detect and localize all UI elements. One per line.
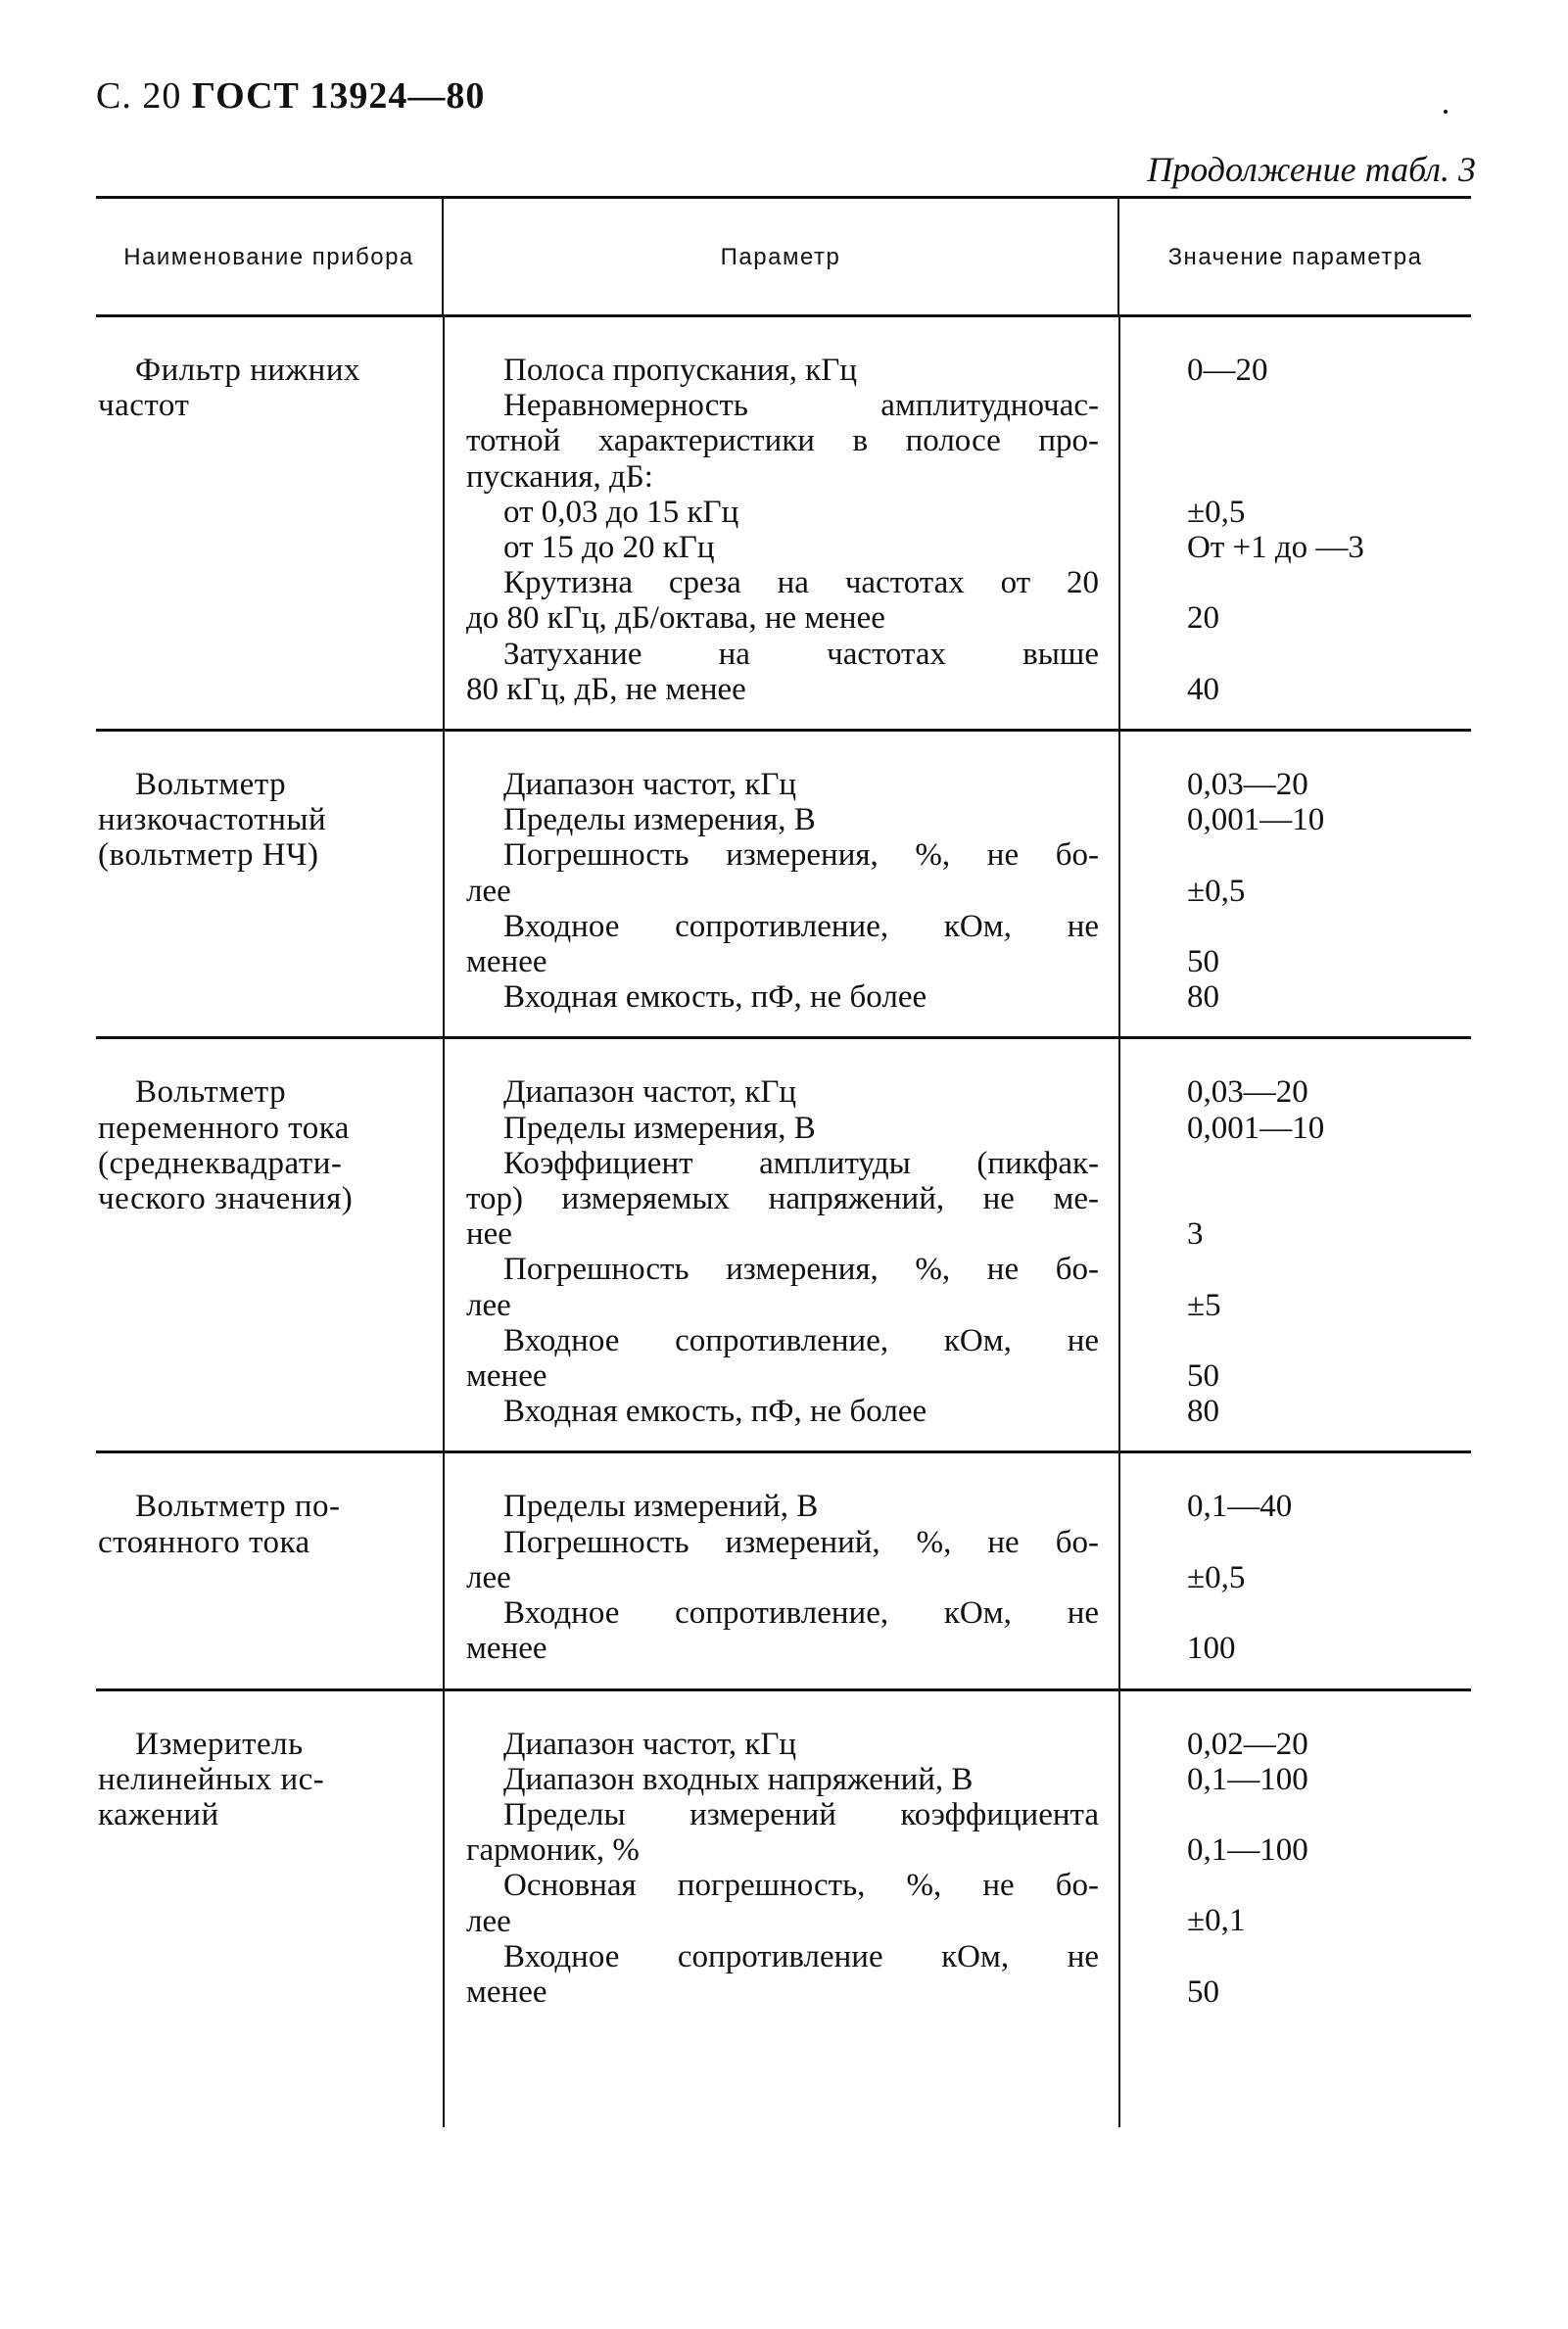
param-line: тотной характеристики в полосе про- xyxy=(466,423,1099,459)
param-line: Основная погрешность, %, не бо- xyxy=(503,1868,1099,1904)
table-continuation-label: Продолжение табл. 3 xyxy=(1147,150,1476,189)
table-row xyxy=(96,1691,1471,2128)
param-line: лее xyxy=(466,1903,511,1939)
value-cell xyxy=(1118,1453,1471,1687)
param-line: Диапазон частот, кГц xyxy=(503,1074,797,1111)
parameter-cell xyxy=(443,1691,1118,2128)
table-header xyxy=(96,199,1471,317)
device-line: Вольтметр по- xyxy=(135,1489,341,1525)
param-line: Погрешность измерения, %, не бо- xyxy=(503,837,1099,874)
value-line: 100 xyxy=(1187,1631,1236,1667)
value-line xyxy=(1187,1595,1471,1631)
device-line: ческого значения) xyxy=(98,1181,354,1217)
param-line: тор) измеряемых напряжений, не ме- xyxy=(466,1181,1099,1217)
value-line: От +1 до —3 xyxy=(1187,529,1364,565)
device-line: частот xyxy=(98,388,190,424)
value-line xyxy=(1187,1525,1471,1560)
table-row xyxy=(96,732,1471,1039)
value-line: 80 xyxy=(1187,979,1219,1016)
value-line: 80 xyxy=(1187,1394,1219,1430)
param-line: лее xyxy=(466,1287,511,1323)
device-line: Измеритель xyxy=(135,1726,304,1762)
param-line: Диапазон частот, кГц xyxy=(503,1726,797,1762)
value-line: 0,02—20 xyxy=(1187,1726,1308,1762)
param-line: пускания, дБ: xyxy=(466,458,653,495)
page-header xyxy=(96,74,485,118)
value-line xyxy=(1187,1181,1471,1216)
value-line: 50 xyxy=(1187,1358,1219,1395)
table-row xyxy=(96,1039,1471,1453)
value-cell xyxy=(1118,732,1471,1036)
value-line xyxy=(1187,1868,1471,1903)
value-line: 0—20 xyxy=(1187,353,1268,388)
col-header-parameter: Параметр xyxy=(442,199,1117,314)
value-line: 0,001—10 xyxy=(1187,802,1325,838)
device-name xyxy=(96,317,443,729)
value-line: 50 xyxy=(1187,1973,1219,2010)
device-line: (среднеквадрати- xyxy=(98,1145,343,1181)
value-line: 3 xyxy=(1187,1216,1204,1253)
value-cell xyxy=(1118,1039,1471,1450)
value-cell xyxy=(1118,1691,1471,2128)
spec-table xyxy=(96,196,1471,2127)
parameter-cell xyxy=(443,317,1118,729)
param-line: Погрешность измерения, %, не бо- xyxy=(503,1252,1099,1288)
param-line: Крутизна среза на частотах от 20 xyxy=(503,565,1099,601)
device-line: Вольтметр xyxy=(135,1074,287,1111)
value-line: 0,03—20 xyxy=(1187,767,1308,803)
device-name xyxy=(96,1039,443,1450)
value-line xyxy=(1187,1939,1471,1974)
device-name xyxy=(96,1691,443,2128)
param-line: менее xyxy=(466,1631,547,1667)
value-line: ±0,5 xyxy=(1187,1559,1246,1595)
param-line: Неравномерность амплитудночас- xyxy=(503,388,1099,424)
value-line xyxy=(1187,1146,1471,1181)
value-line: 50 xyxy=(1187,944,1219,980)
value-line xyxy=(1187,909,1471,944)
value-line xyxy=(1187,1252,1471,1287)
table-row xyxy=(96,317,1471,732)
value-line xyxy=(1187,637,1471,672)
param-line: Входное сопротивление кОм, не xyxy=(503,1938,1099,1974)
param-line: гармоник, % xyxy=(466,1832,640,1869)
param-line: Входная емкость, пФ, не более xyxy=(503,979,927,1016)
value-line: ±5 xyxy=(1187,1287,1221,1323)
value-line: ±0,1 xyxy=(1187,1903,1246,1939)
device-name xyxy=(96,1453,443,1687)
device-line: низкочастотный xyxy=(98,802,327,838)
col-header-device: Наименование прибора xyxy=(123,243,414,270)
param-line: 80 кГц, дБ, не менее xyxy=(466,671,746,707)
value-line: 0,1—40 xyxy=(1187,1489,1293,1525)
param-line: Пределы измерений коэффициента xyxy=(503,1796,1099,1832)
value-cell xyxy=(1118,317,1471,729)
param-line: лее xyxy=(466,873,511,909)
value-line xyxy=(1187,565,1471,600)
value-line: ±0,5 xyxy=(1187,873,1246,909)
param-line: Входная емкость, пФ, не более xyxy=(503,1394,927,1430)
param-line: до 80 кГц, дБ/октава, не менее xyxy=(466,600,885,637)
param-line: Затухание на частотах выше xyxy=(503,636,1099,672)
value-line: 0,1—100 xyxy=(1187,1761,1308,1797)
param-line: Коэффициент амплитуды (пикфак- xyxy=(503,1145,1099,1181)
param-line: Входное сопротивление, кОм, не xyxy=(503,908,1099,944)
value-line: ±0,5 xyxy=(1187,494,1246,530)
device-line: нелинейных ис- xyxy=(98,1761,325,1797)
stray-dot xyxy=(1444,110,1448,114)
value-line: 0,03—20 xyxy=(1187,1074,1308,1111)
param-line: менее xyxy=(466,1973,547,2010)
value-line: 20 xyxy=(1187,600,1219,637)
param-line: Пределы измерения, В xyxy=(503,1110,816,1146)
page-number: С. 20 xyxy=(96,75,182,117)
parameter-cell xyxy=(443,1039,1118,1450)
parameter-cell xyxy=(443,732,1118,1036)
param-line: Полоса пропускания, кГц xyxy=(503,353,858,388)
value-line xyxy=(1187,388,1471,423)
table-row xyxy=(96,1453,1471,1690)
device-line: переменного тока xyxy=(98,1110,350,1146)
device-line: стоянного тока xyxy=(98,1524,310,1560)
value-line: 0,001—10 xyxy=(1187,1110,1325,1146)
param-line: менее xyxy=(466,1358,547,1395)
param-line: нее xyxy=(466,1216,512,1253)
col-header-value: Значение параметра xyxy=(1117,199,1471,314)
value-line xyxy=(1187,1323,1471,1358)
device-line: (вольтметр НЧ) xyxy=(98,837,319,874)
param-line: Погрешность измерений, %, не бо- xyxy=(503,1524,1099,1560)
value-line xyxy=(1187,837,1471,873)
value-line xyxy=(1187,1797,1471,1832)
param-line: Входное сопротивление, кОм, не xyxy=(503,1322,1099,1358)
param-line: от 0,03 до 15 кГц xyxy=(503,494,739,530)
param-line: Пределы измерения, В xyxy=(503,802,816,838)
param-line: Диапазон входных напряжений, В xyxy=(503,1761,974,1797)
value-line xyxy=(1187,423,1471,458)
value-line: 0,1—100 xyxy=(1187,1832,1308,1869)
param-line: лее xyxy=(466,1559,511,1595)
device-name xyxy=(96,732,443,1036)
device-line: Вольтметр xyxy=(135,767,287,803)
parameter-cell xyxy=(443,1453,1118,1687)
device-line: кажений xyxy=(98,1796,219,1832)
value-line: 40 xyxy=(1187,671,1219,707)
param-line: Входное сопротивление, кОм, не xyxy=(503,1595,1099,1632)
device-line: Фильтр нижних xyxy=(135,353,361,388)
standard-code: ГОСТ 13924—80 xyxy=(191,75,486,117)
param-line: менее xyxy=(466,944,547,980)
param-line: Пределы измерений, В xyxy=(503,1489,819,1525)
param-line: Диапазон частот, кГц xyxy=(503,767,797,803)
value-line xyxy=(1187,459,1471,495)
param-line: от 15 до 20 кГц xyxy=(503,530,715,566)
